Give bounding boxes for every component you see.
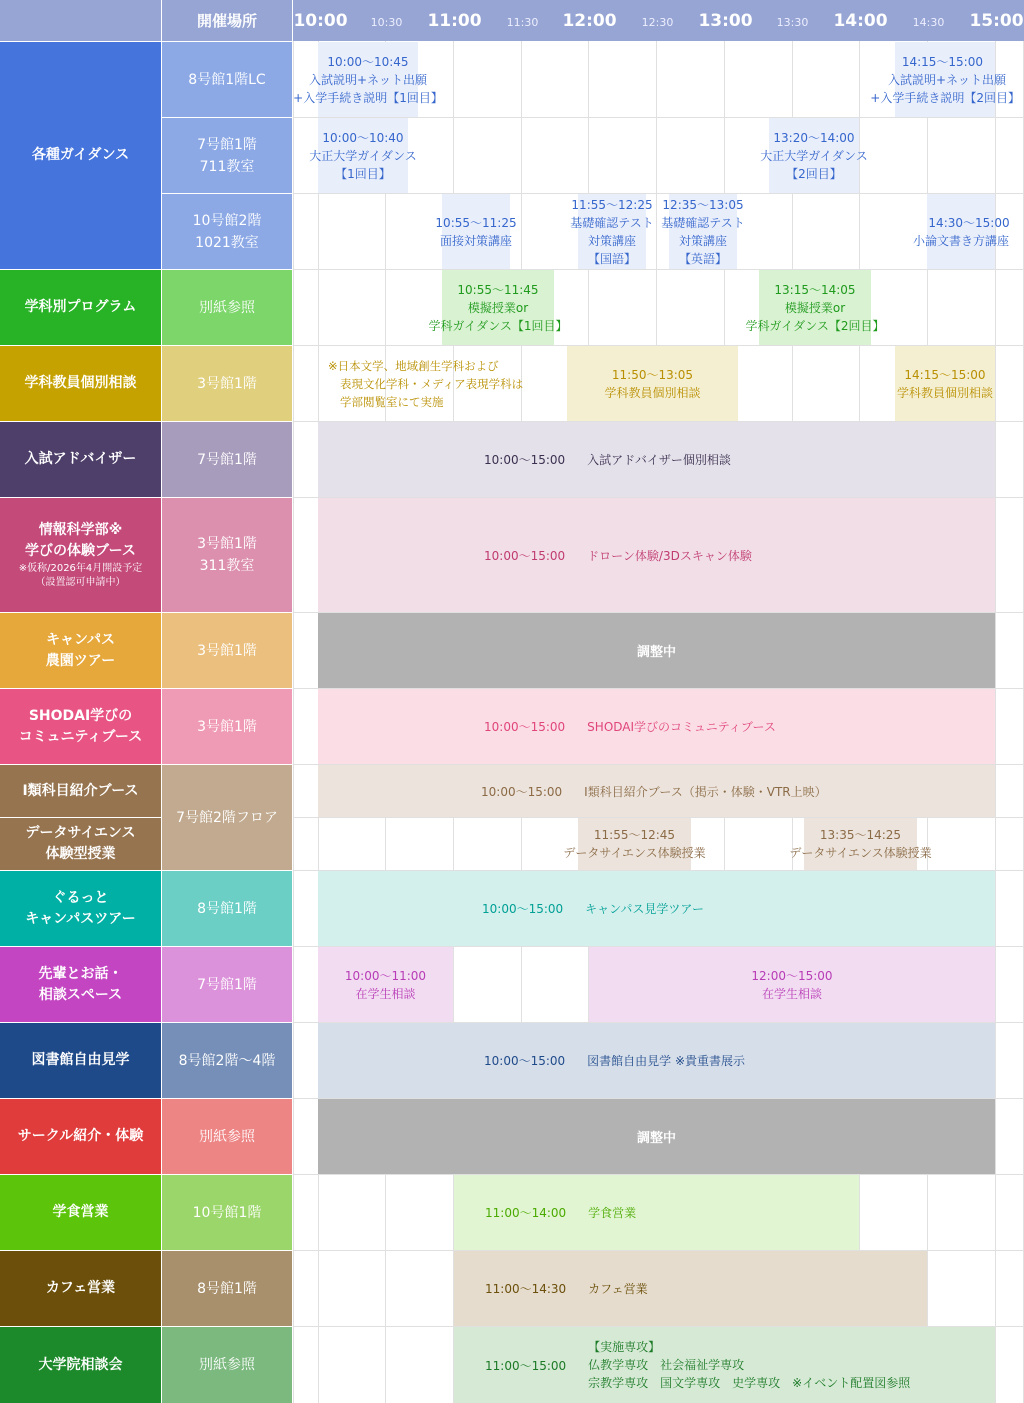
location-label: 7号館1階 — [197, 136, 257, 153]
category-program — [0, 270, 161, 345]
time-label: 15:00 — [969, 10, 1024, 31]
location-cell — [162, 765, 292, 870]
location-cell — [162, 689, 292, 764]
category-label: 情報科学部※ — [38, 522, 123, 538]
category-label: SHODAI学びの — [28, 707, 133, 724]
event-senpai-1[interactable] — [318, 947, 453, 1022]
category-label: ぐるっと — [52, 889, 109, 906]
event-time: 10:00～15:00 — [482, 902, 564, 916]
event-label: 面接対策講座 — [440, 233, 513, 248]
event-shodai[interactable] — [318, 689, 995, 764]
time-label: 11:30 — [506, 16, 539, 29]
category-farm-tour — [0, 613, 161, 688]
event-test-japanese[interactable] — [570, 194, 654, 269]
event-label: 対策講座 — [678, 233, 727, 248]
event-time: 14:15～15:00 — [904, 367, 986, 382]
event-label: 入試説明+ネット出願 — [308, 72, 428, 87]
event-label: +入学手続き説明【2回目】 — [870, 90, 1020, 105]
event-time: 10:55～11:45 — [457, 282, 539, 297]
event-label: ドローン体験/3Dスキャン体験 — [587, 548, 752, 563]
event-interview[interactable] — [435, 194, 517, 269]
event-label: 模擬授業or — [467, 300, 529, 315]
event-time: 10:55～11:25 — [435, 215, 517, 230]
category-label: データサイエンス — [25, 825, 136, 841]
time-label: 10:30 — [370, 16, 403, 29]
grid-line — [293, 41, 294, 1403]
event-time: 10:00～15:00 — [484, 453, 566, 467]
event-label: データサイエンス体験授業 — [789, 846, 932, 860]
event-grad[interactable] — [454, 1327, 995, 1403]
faculty-note — [322, 346, 562, 421]
row-line — [293, 193, 1024, 194]
event-time: 11:00～14:30 — [485, 1282, 567, 1296]
event-program-1[interactable] — [428, 270, 568, 345]
category-advisor — [0, 422, 161, 497]
category-label: 学食営業 — [52, 1204, 109, 1220]
event-label: 小論文書き方講座 — [913, 233, 1010, 248]
location-label: 7号館2階フロア — [176, 809, 278, 826]
event-time: 10:00～15:00 — [484, 720, 566, 734]
location-label: 8号館1階 — [197, 900, 257, 917]
location-label: 3号館1階 — [197, 718, 257, 735]
category-cafe — [0, 1251, 161, 1326]
event-cafe[interactable] — [454, 1251, 927, 1326]
category-senpai — [0, 947, 161, 1022]
location-label: 8号館1階 — [197, 1280, 257, 1297]
event-label: Ⅰ類科目紹介ブース（掲示・体験・VTR上映） — [584, 784, 827, 799]
location-cell — [162, 1251, 292, 1326]
header-place: 開催場所 — [162, 0, 292, 41]
category-faculty — [0, 346, 161, 421]
header-timeline — [293, 0, 1024, 41]
event-label: 基礎確認テスト — [661, 215, 745, 230]
event-label: 入試アドバイザー個別相談 — [587, 453, 731, 467]
event-label: 【1回目】 — [335, 166, 391, 181]
event-label: 【英語】 — [678, 251, 727, 266]
event-faculty-2[interactable] — [895, 346, 995, 421]
category-label: キャンパスツアー — [25, 910, 136, 927]
category-datascience — [0, 818, 161, 870]
time-label: 13:00 — [698, 10, 753, 31]
event-label: 対策講座 — [587, 233, 636, 248]
location-label: 8号館1階LC — [188, 71, 266, 88]
event-senpai-2[interactable] — [589, 947, 995, 1022]
note-line: ※日本文学、地域創生学科および — [328, 358, 499, 373]
event-label: 模擬授業or — [784, 300, 846, 315]
event-label: 在学生相談 — [761, 986, 822, 1001]
location-label: 3号館1階 — [197, 642, 257, 659]
location-label: 8号館2階～4階 — [178, 1052, 276, 1069]
location-cell — [162, 194, 292, 269]
location-label: 7号館1階 — [197, 451, 257, 468]
location-label: 別紙参照 — [199, 299, 255, 316]
time-label: 14:00 — [833, 10, 888, 31]
event-label: 調整中 — [636, 1131, 676, 1146]
event-farm-tour[interactable] — [318, 613, 995, 688]
event-essay[interactable] — [913, 194, 1010, 269]
grad-details — [588, 1338, 910, 1392]
time-label: 14:30 — [912, 16, 945, 29]
event-label: 調整中 — [636, 645, 676, 660]
location-cell — [162, 947, 292, 1022]
event-campus-tour[interactable] — [318, 871, 995, 946]
category-label: 相談スペース — [38, 986, 123, 1003]
category-shodai — [0, 689, 161, 764]
note-line: 学部閲覧室にて実施 — [340, 394, 444, 409]
category-note: ※仮称/2026年4月開設予定 — [18, 563, 143, 574]
event-time: 10:00～15:00 — [484, 548, 566, 563]
location-label: 3号館1階 — [197, 536, 257, 552]
location-cell — [162, 346, 292, 421]
event-label: カフェ営業 — [588, 1282, 648, 1296]
category-label: 先輩とお話・ — [38, 965, 123, 982]
event-label: 学科ガイダンス【2回目】 — [745, 318, 885, 333]
category-label: 大学院相談会 — [38, 1356, 123, 1373]
category-info-science — [0, 498, 161, 612]
event-circle[interactable] — [318, 1099, 995, 1174]
event-label: 大正大学ガイダンス — [309, 148, 417, 163]
event-label: 【実施専攻】 — [588, 1340, 661, 1354]
row-line — [293, 269, 1024, 270]
event-info-science[interactable] — [318, 498, 995, 612]
event-label: 宗教学専攻 国文学専攻 史学専攻 ※イベント配置図参照 — [588, 1376, 911, 1390]
event-time: 11:00～14:00 — [485, 1206, 567, 1220]
location-cell — [162, 270, 292, 345]
category-library — [0, 1023, 161, 1098]
event-label: 図書館自由見学 ※貴重書展示 — [587, 1054, 746, 1068]
event-label: キャンパス見学ツアー — [585, 902, 704, 916]
event-label: 学科教員個別相談 — [896, 385, 993, 400]
category-label: 学科教員個別相談 — [24, 375, 137, 391]
event-time: 13:20～14:00 — [773, 130, 855, 145]
category-label: コミュニティブース — [18, 728, 143, 745]
category-label: 各種ガイダンス — [31, 147, 130, 163]
event-label: 学科教員個別相談 — [604, 385, 701, 400]
event-faculty-1[interactable] — [567, 346, 738, 421]
category-label: サークル紹介・体験 — [17, 1128, 144, 1144]
event-guidance-7-2[interactable] — [760, 118, 868, 193]
location-cell — [162, 871, 292, 946]
time-label: 11:00 — [427, 10, 482, 31]
event-time: 10:00～10:40 — [322, 130, 404, 145]
location-cell — [162, 118, 292, 193]
event-label: 【国語】 — [587, 251, 636, 266]
category-note: （設置認可申請中） — [35, 577, 126, 588]
event-time: 12:00～15:00 — [751, 968, 833, 983]
location-cell — [162, 42, 292, 117]
category-rui — [0, 765, 161, 817]
event-label: 入試説明+ネット出願 — [887, 72, 1006, 87]
location-cell — [162, 1023, 292, 1098]
location-cell — [162, 1327, 292, 1403]
time-label: 13:30 — [776, 16, 809, 29]
location-label: 別紙参照 — [199, 1128, 255, 1145]
category-label: キャンパス — [45, 631, 116, 648]
event-time: 10:00～15:00 — [484, 1054, 566, 1068]
event-datascience-2[interactable] — [789, 818, 932, 870]
category-label: カフェ営業 — [45, 1280, 116, 1296]
category-cafeteria — [0, 1175, 161, 1250]
category-label: 農園ツアー — [45, 652, 116, 669]
event-time: 11:55～12:45 — [593, 828, 676, 842]
location-label: 311教室 — [199, 558, 255, 574]
event-cafeteria[interactable] — [454, 1175, 859, 1250]
event-label: 学科ガイダンス【1回目】 — [428, 318, 568, 333]
category-label: 図書館自由見学 — [31, 1052, 130, 1068]
location-label: 711教室 — [199, 158, 255, 175]
location-label: 1021教室 — [195, 234, 259, 251]
time-label: 12:00 — [562, 10, 617, 31]
location-label: 3号館1階 — [197, 375, 257, 392]
event-label: 基礎確認テスト — [570, 215, 654, 230]
category-label: Ⅰ類科目紹介ブース — [22, 782, 139, 799]
category-guidance — [0, 42, 161, 269]
event-library[interactable] — [318, 1023, 995, 1098]
event-label: 仏教学専攻 社会福祉学専攻 — [588, 1358, 745, 1372]
header-corner — [0, 0, 161, 41]
time-label: 10:00 — [293, 10, 348, 31]
location-cell — [162, 1099, 292, 1174]
location-cell — [162, 498, 292, 612]
category-circle — [0, 1099, 161, 1174]
event-time: 11:50～13:05 — [611, 367, 694, 382]
location-cell — [162, 422, 292, 497]
event-time: 12:35～13:05 — [662, 197, 744, 212]
location-label: 別紙参照 — [199, 1357, 255, 1373]
event-guidance-7-1[interactable] — [309, 118, 417, 193]
event-program-2[interactable] — [745, 270, 885, 345]
event-time: 11:55～12:25 — [571, 197, 653, 212]
event-time: 13:35～14:25 — [819, 828, 902, 842]
event-label: SHODAI学びのコミュニティブース — [587, 720, 776, 734]
event-test-english[interactable] — [661, 194, 745, 269]
event-advisor[interactable] — [318, 422, 995, 497]
event-time: 10:00～11:00 — [344, 968, 427, 983]
event-label: 大正大学ガイダンス — [760, 148, 868, 163]
location-label: 10号館1階 — [192, 1204, 262, 1221]
event-time: 10:00～15:00 — [481, 784, 563, 799]
note-line: 表現文化学科・メディア表現学科は — [340, 376, 524, 391]
event-label: 在学生相談 — [355, 986, 416, 1001]
category-label: 学科別プログラム — [24, 299, 137, 315]
event-label: 【2回目】 — [786, 166, 842, 181]
event-label: データサイエンス体験授業 — [563, 846, 706, 860]
location-cell — [162, 1175, 292, 1250]
event-guidance-8-1[interactable] — [293, 42, 443, 117]
location-label: 7号館1階 — [197, 976, 257, 993]
event-time: 14:30～15:00 — [928, 215, 1010, 230]
event-rui[interactable] — [318, 765, 995, 817]
category-label: 入試アドバイザー — [24, 451, 137, 467]
event-datascience-1[interactable] — [563, 818, 706, 870]
event-time: 14:15～15:00 — [901, 54, 983, 69]
category-label: 学びの体験ブース — [25, 543, 136, 559]
event-label: 学食営業 — [588, 1206, 637, 1220]
event-time: 11:00～15:00 — [485, 1358, 567, 1373]
event-guidance-8-2[interactable] — [870, 42, 1020, 117]
category-campus-tour — [0, 871, 161, 946]
location-cell — [162, 613, 292, 688]
event-time: 13:15～14:05 — [774, 282, 856, 297]
event-label: +入学手続き説明【1回目】 — [293, 90, 443, 105]
location-label: 10号館2階 — [192, 212, 262, 229]
time-label: 12:30 — [641, 16, 674, 29]
category-label: 体験型授業 — [45, 846, 116, 862]
category-grad — [0, 1327, 161, 1403]
event-time: 10:00～10:45 — [327, 54, 409, 69]
